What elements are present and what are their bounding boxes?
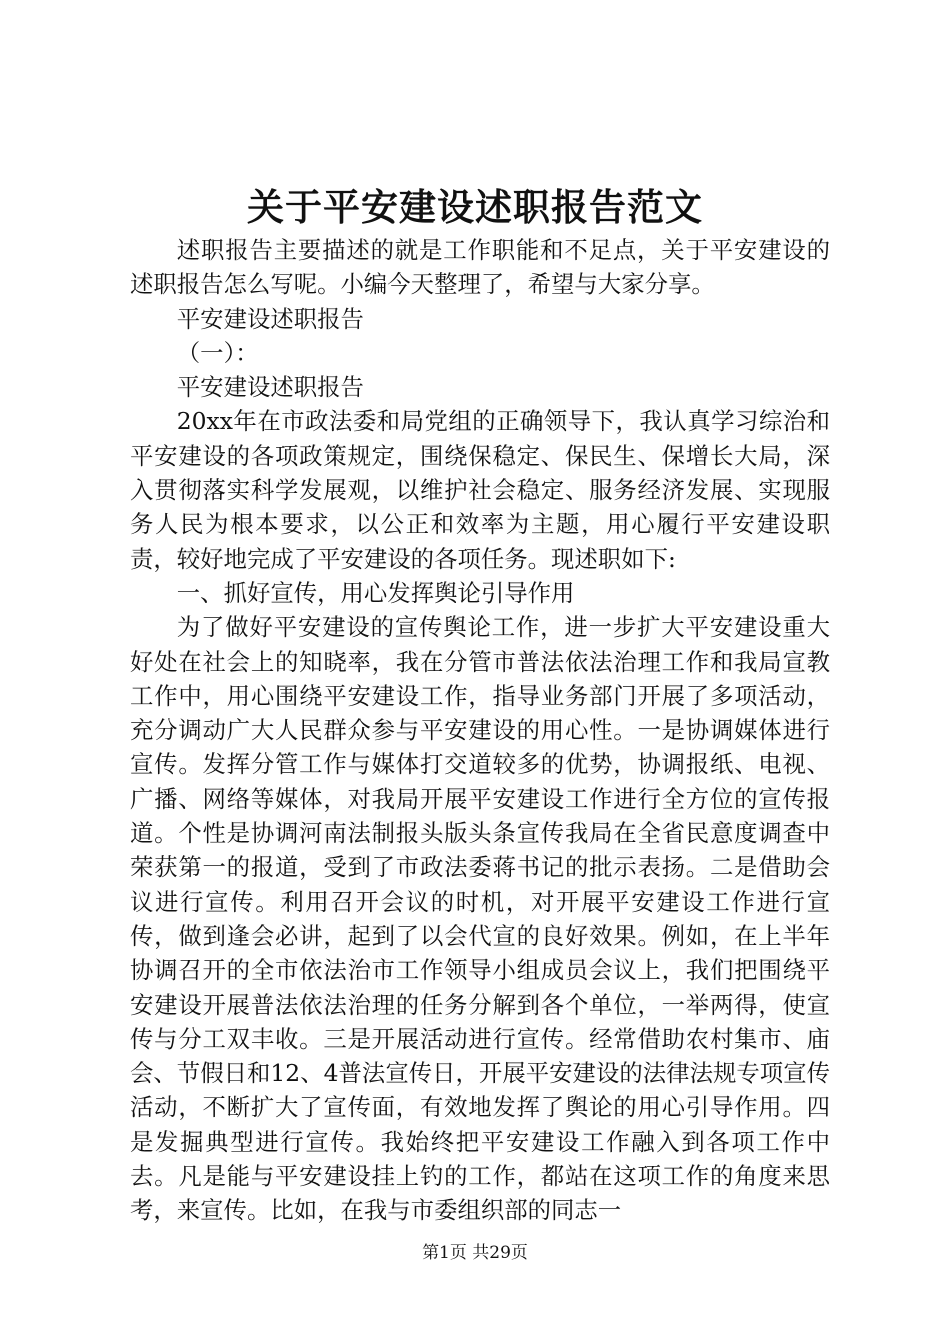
body-paragraph: 为了做好平安建设的宣传舆论工作，进一步扩大平安建设重大好处在社会上的知晓率，我在分管市普法依法治理工作和我局宣教工作中，用心围绕平安建设工作，指导业务部门开展了多项活动，充分调动广大人民群众参与平安建设的用心性。一是协调媒体进行宣传。发挥分管工作与媒体打交道较多的优势，协调报纸、电视、广播、网络等媒体，对我局开展平安建设工作进行全方位的宣传报道。个性是协调河南法制报头版头条宣传我局在全省民意度调查中荣获第一的报道，受到了市政法委蒋书记的批示表扬。二是借助会议进行宣传。利用召开会议的时机，对开展平安建设工作进行宣传，做到逢会必讲，起到了以会代宣的良好效果。例如，在上半年协调召开的全市依法治市工作领导小组成员会议上，我们把围绕平安建设开展普法依法治理的任务分解到各个单位，一举两得，使宣传与分工双丰收。三是开展活动进行宣传。经常借助农村集市、庙会、节假日和12、4普法宣传日，开展平安建设的法律法规专项宣传活动，不断扩大了宣传面，有效地发挥了舆论的用心引导作用。四是发掘典型进行宣传。我始终把平安建设工作融入到各项工作中去。凡是能与平安建设挂上钓的工作，都站在这项工作的角度来思考，来宣传。比如，在我与市委组织部的同志一 bbox=[130, 613, 830, 1225]
intro-paragraph: 述职报告主要描述的就是工作职能和不足点，关于平安建设的述职报告怎么写呢。小编今天整理了，希望与大家分享。 bbox=[130, 236, 830, 299]
subsection-number: （一）： bbox=[176, 338, 259, 367]
page-number-footer: 第1页 共29页 bbox=[422, 1243, 528, 1263]
body-paragraph: 20xx年在市政法委和局党组的正确领导下，我认真学习综治和平安建设的各项政策规定，围绕保稳定、保民生、保增长大局，深入贯彻落实科学发展观，以维护社会稳定、服务经济发展、实现服务人民为根本要求，以公正和效率为主题，用心履行平安建设职责，较好地完成了平安建设的各项任务。现述职如下: bbox=[130, 407, 830, 573]
document-title: 关于平安建设述职报告范文 bbox=[247, 185, 703, 229]
report-heading: 平安建设述职报告 bbox=[176, 373, 364, 402]
section-heading: 平安建设述职报告 bbox=[176, 304, 364, 333]
document-body bbox=[130, 233, 830, 1228]
subheading: 一、抓好宣传，用心发挥舆论引导作用 bbox=[176, 578, 575, 607]
